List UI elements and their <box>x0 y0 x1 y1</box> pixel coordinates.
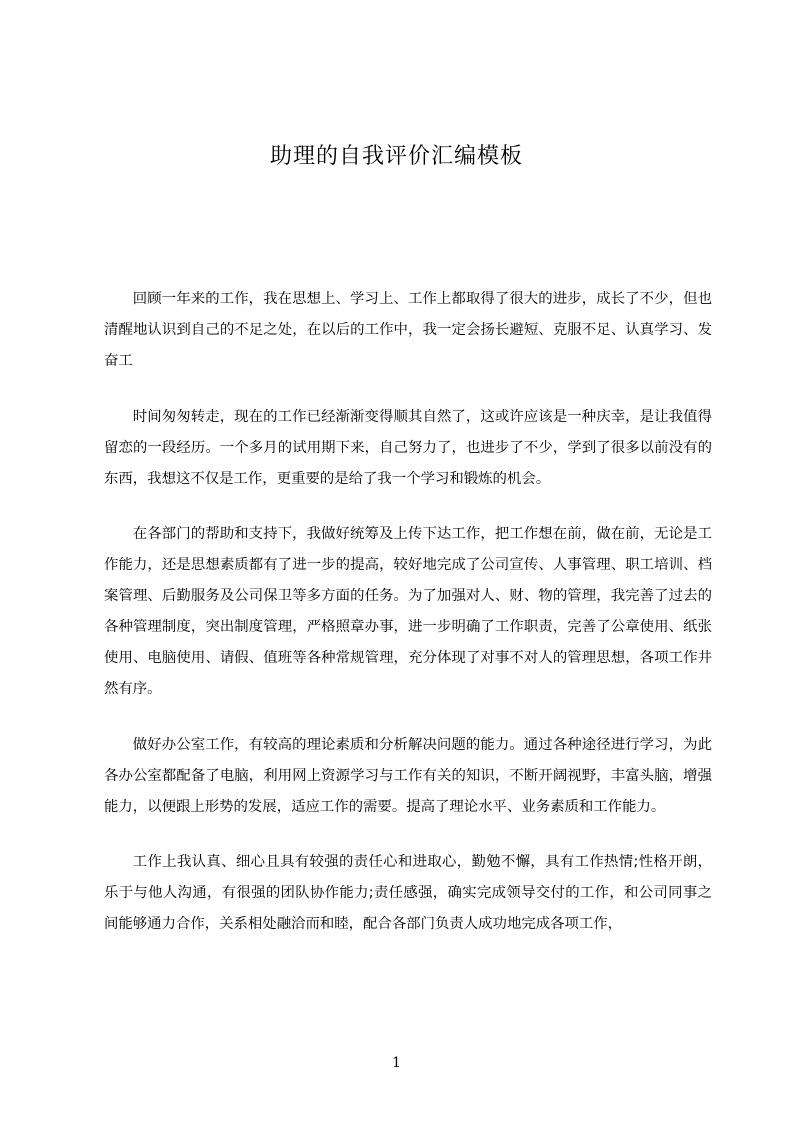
paragraph-1: 回顾一年来的工作，我在思想上、学习上、工作上都取得了很大的进步，成长了不少，但也清醒地认识到自己的不足之处，在以后的工作中，我一定会扬长避短、克服不足、认真学习、发奋工 <box>104 291 712 369</box>
page-number: 1 <box>392 1055 401 1071</box>
paragraph-5: 工作上我认真、细心且具有较强的责任心和进取心，勤勉不懈，具有工作热情;性格开朗，乐于与他人沟通，有很强的团队协作能力;责任感强，确实完成领导交付的工作，和公司同事之间能够通力合作，关系相处融洽而和睦，配合各部门负责人成功地完成各项工作， <box>104 854 712 932</box>
paragraph-3: 在各部门的帮助和支持下，我做好统筹及上传下达工作，把工作想在前，做在前，无论是工作能力，还是思想素质都有了进一步的提高，较好地完成了公司宣传、人事管理、职工培训、档案管理、后勤服务及公司保卫等多方面的任务。为了加强对人、财、物的管理，我完善了过去的各种管理制度，突出制度管理，严格照章办事，进一步明确了工作职责，完善了公章使用、纸张使用、电脑使用、请假、值班等各种常规管理，充分体现了对事不对人的管理思想，各项工作井然有序。 <box>104 526 712 697</box>
document-title: 助理的自我评价汇编模板 <box>269 144 523 169</box>
document-body <box>104 284 712 965</box>
paragraph-4: 做好办公室工作，有较高的理论素质和分析解决问题的能力。通过各种途径进行学习，为此各办公室都配备了电脑，利用网上资源学习与工作有关的知识，不断开阔视野，丰富头脑，增强能力，以便跟上形势的发展，适应工作的需要。提高了理论水平、业务素质和工作能力。 <box>104 736 712 815</box>
paragraph-2: 时间匆匆转走，现在的工作已经渐渐变得顺其自然了，这或许应该是一种庆幸，是让我值得留恋的一段经历。一个多月的试用期下来，自己努力了，也进步了不少，学到了很多以前没有的东西，我想这不仅是工作，更重要的是给了我一个学习和锻炼的机会。 <box>104 408 712 487</box>
